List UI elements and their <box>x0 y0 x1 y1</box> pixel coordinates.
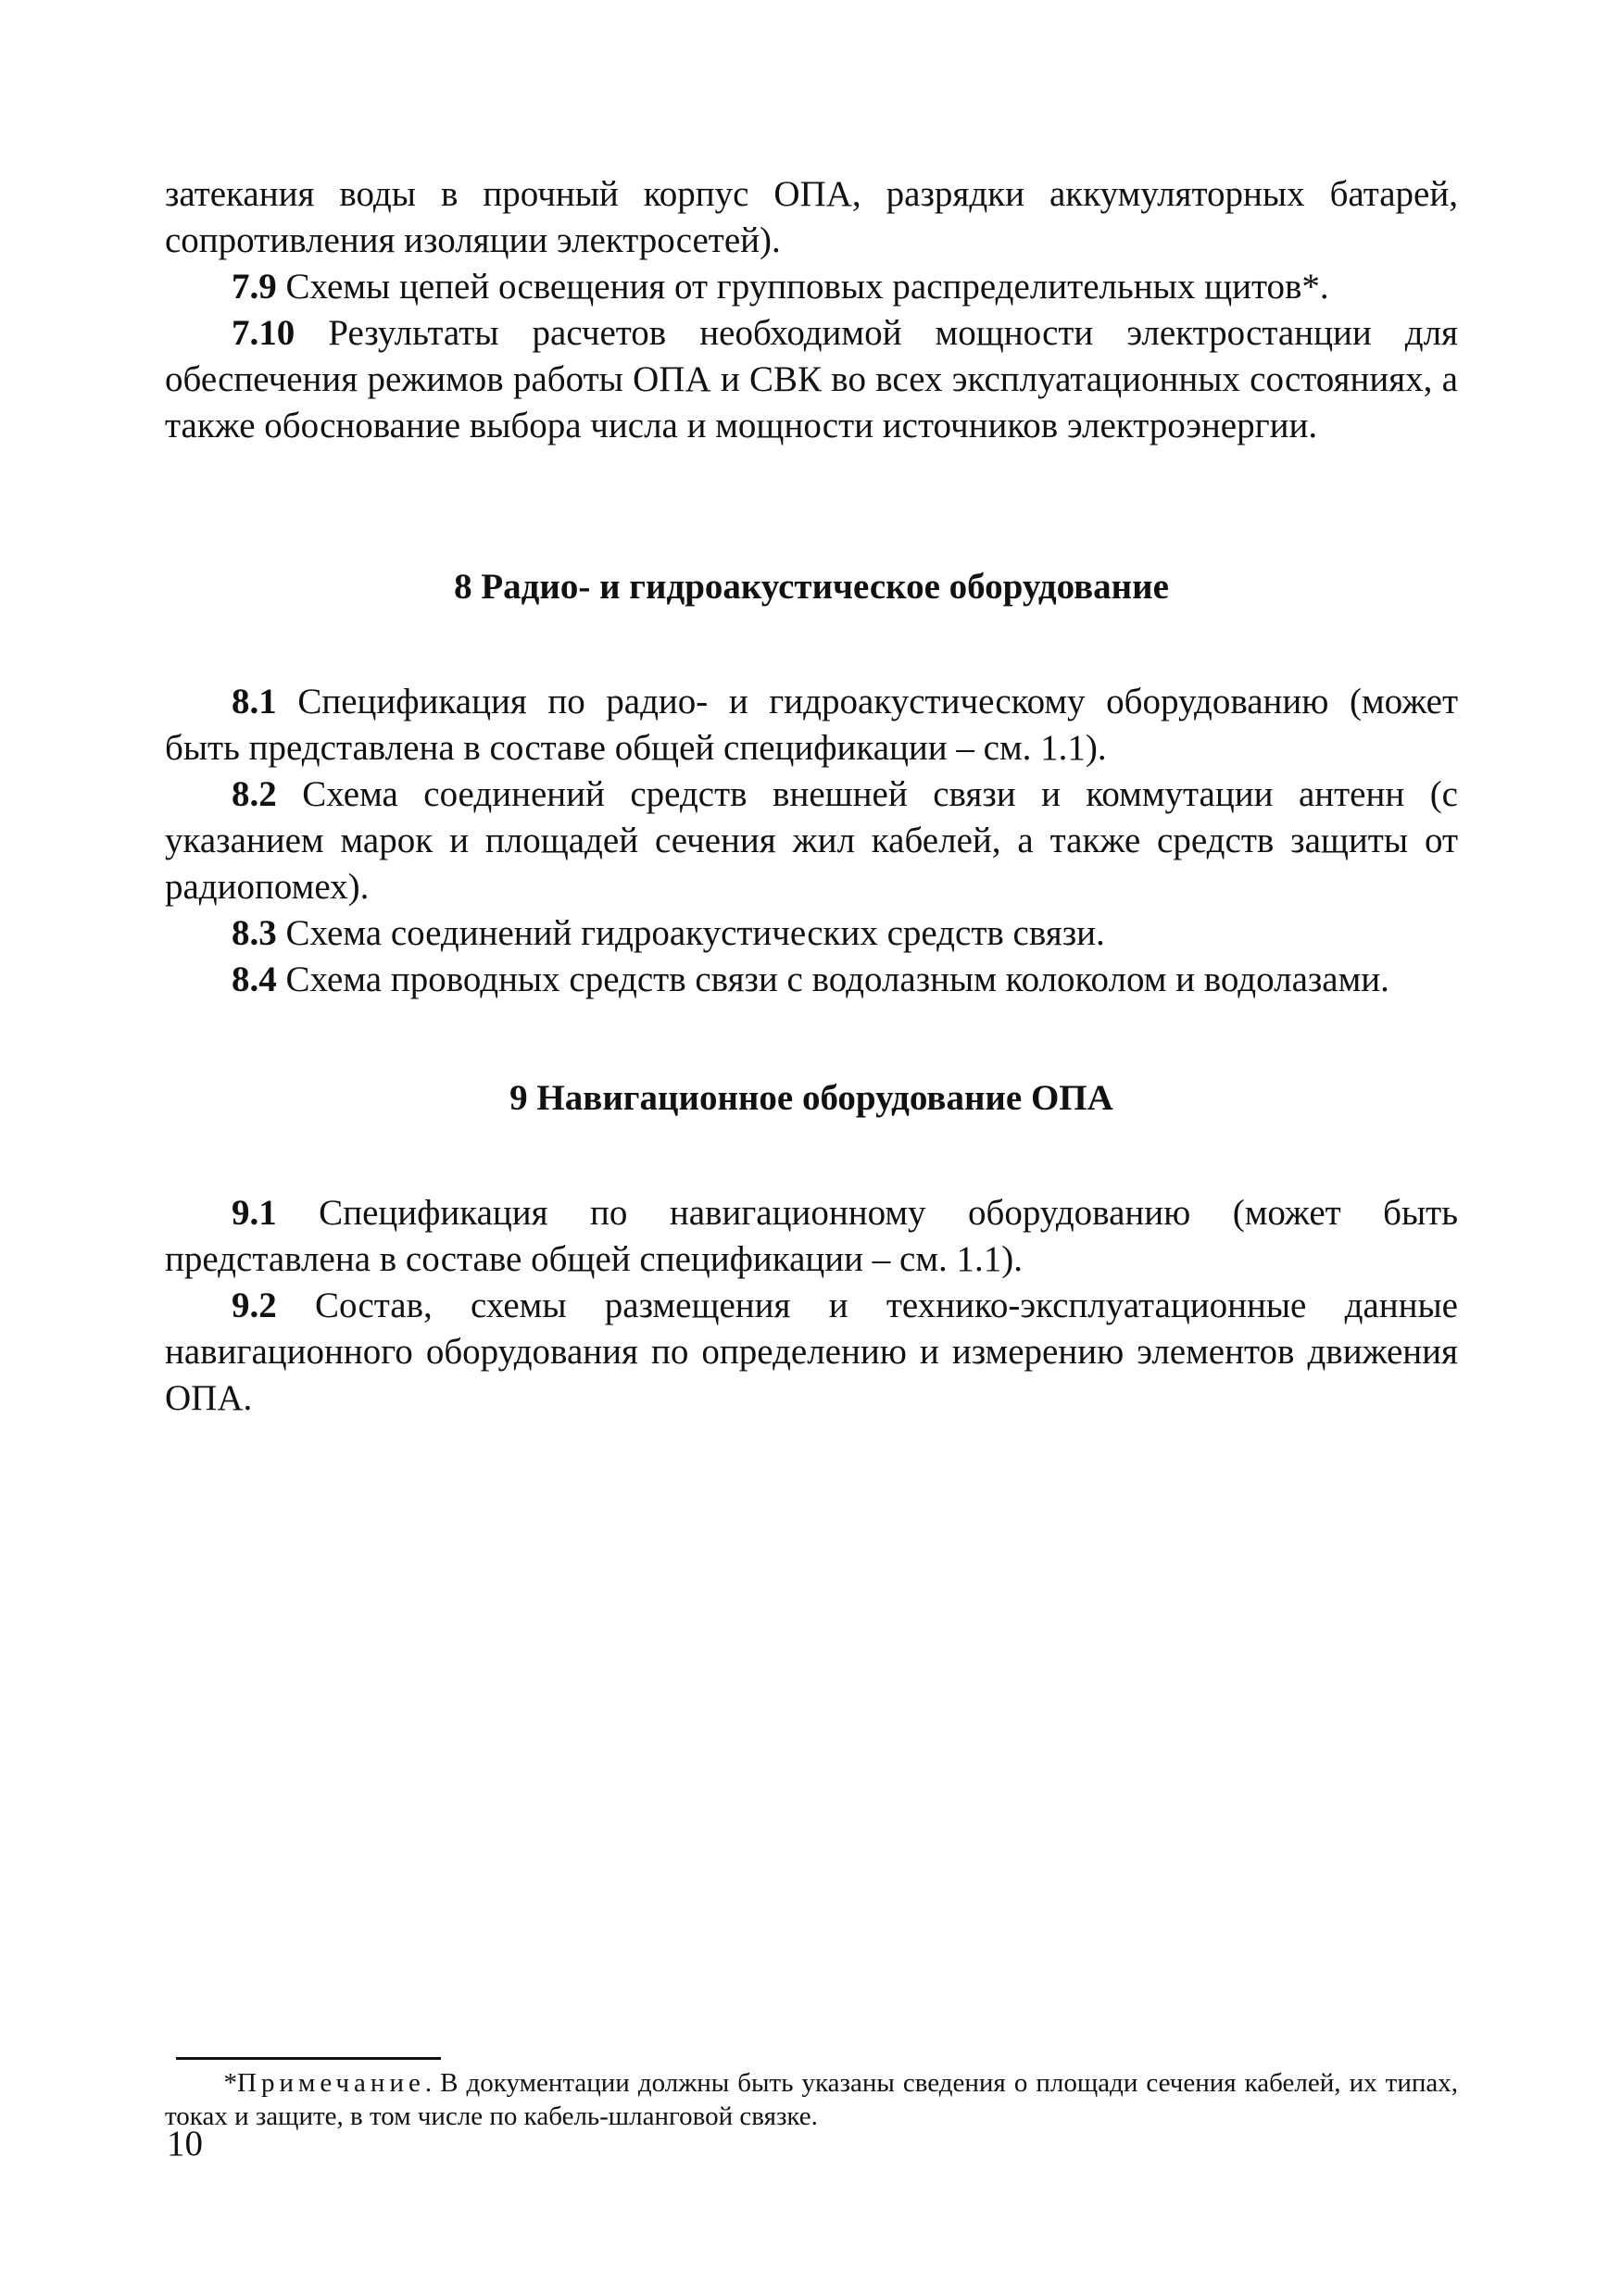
clause-text: Схема проводных средств связи с водолазным колоколом и водолазами. <box>276 960 1389 999</box>
paragraph-8-1 <box>165 679 1458 772</box>
footnote-text: . В документации должны быть указаны сведения о площади сечения кабелей, их типах, токах и защите, в том числе по кабель-шланговой связке. <box>165 2068 1458 2131</box>
clause-number: 8.2 <box>232 774 277 814</box>
footnote-label: Примечание <box>237 2068 425 2098</box>
section-8-body <box>165 679 1458 1003</box>
section-9-heading: 9 Навигационное оборудование ОПА <box>509 1078 1113 1118</box>
clause-number: 8.4 <box>232 960 277 999</box>
clause-text: Схемы цепей освещения от групповых распределительных щитов*. <box>276 267 1329 307</box>
clause-number: 9.1 <box>232 1193 277 1233</box>
clause-number: 7.10 <box>232 313 295 353</box>
clause-number: 9.2 <box>232 1286 277 1325</box>
paragraph-8-2 <box>165 772 1458 910</box>
paragraph-7-9 <box>165 264 1458 310</box>
footnote-separator <box>176 2057 441 2060</box>
paragraph-8-3 <box>165 910 1458 957</box>
paragraph-9-2 <box>165 1283 1458 1422</box>
section-8-heading: 8 Радио- и гидроакустическое оборудование <box>454 567 1169 607</box>
clause-text: Состав, схемы размещения и технико-эксплуатационные данные навигационного оборудования по определению и измерению элементов движения ОПА. <box>165 1286 1458 1418</box>
clause-text: Схема соединений гидроакустических средств связи. <box>276 913 1105 953</box>
footnote <box>165 2066 1458 2133</box>
clause-number: 7.9 <box>232 267 277 307</box>
section-7-continuation <box>165 171 1458 449</box>
paragraph-8-4 <box>165 957 1458 1003</box>
footnote-marker: * <box>223 2068 237 2098</box>
clause-number: 8.1 <box>232 682 277 721</box>
paragraph-7-8-continuation: затекания воды в прочный корпус ОПА, разрядки аккумуляторных батарей, сопротивления изоляции электросетей). <box>165 174 1458 260</box>
paragraph-7-10 <box>165 310 1458 449</box>
page-number: 10 <box>167 2124 203 2164</box>
paragraph-9-1 <box>165 1190 1458 1283</box>
clause-text: Схема соединений средств внешней связи и коммутации антенн (с указанием марок и площадей сечения жил кабелей, а также средств защиты от радиопомех). <box>165 774 1458 907</box>
clause-text: Результаты расчетов необходимой мощности электростанции для обеспечения режимов работы ОПА и СВК во всех эксплуатационных состояниях, а также обоснование выбора числа и мощности источников электроэнергии. <box>165 313 1458 445</box>
clause-number: 8.3 <box>232 913 277 953</box>
clause-text: Спецификация по навигационному оборудованию (может быть представлена в составе общей спецификации – см. 1.1). <box>165 1193 1458 1279</box>
section-9-body <box>165 1190 1458 1422</box>
clause-text: Спецификация по радио- и гидроакустическому оборудованию (может быть представлена в составе общей спецификации – см. 1.1). <box>165 682 1458 768</box>
